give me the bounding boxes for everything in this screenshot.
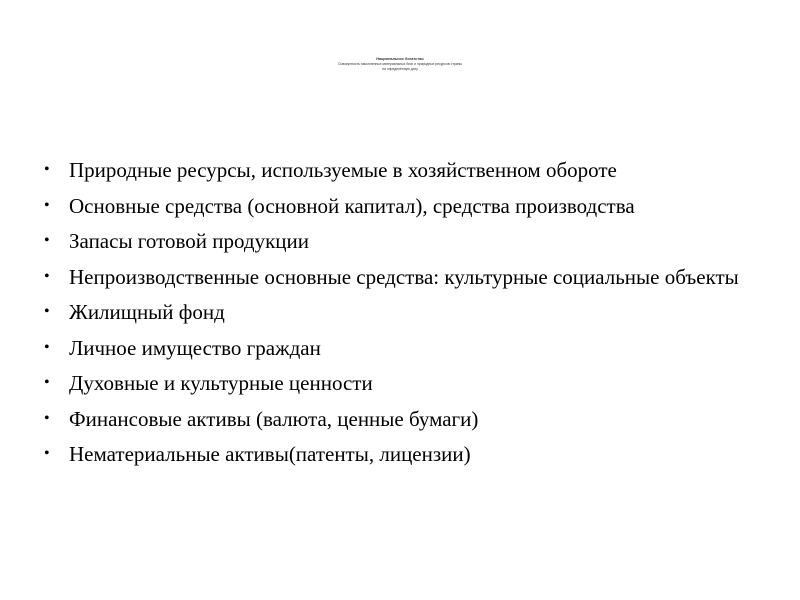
list-item-text: Нематериальные активы(патенты, лицензии) — [69, 442, 471, 466]
bullet-icon: • — [44, 267, 50, 285]
bullet-icon: • — [44, 161, 50, 178]
bullet-list — [44, 155, 764, 475]
list-item — [44, 226, 764, 256]
slide-title-line: на определённую дату — [382, 67, 418, 71]
list-item-text: Непроизводственные основные средства: культурные социальные объекты — [69, 264, 739, 289]
list-item-text: Финансовые активы (валюта, ценные бумаги) — [69, 406, 479, 431]
bullet-icon: • — [44, 409, 50, 427]
bullet-icon: • — [44, 445, 50, 462]
list-item-text: Духовные и культурные ценности — [69, 371, 373, 395]
bullet-icon: • — [44, 338, 50, 356]
list-item — [44, 368, 764, 398]
list-item-text: Запасы готовой продукции — [69, 229, 310, 253]
bullet-icon: • — [44, 303, 50, 320]
list-item — [44, 439, 764, 469]
slide-title — [300, 57, 500, 72]
list-item-text: Природные ресурсы, используемые в хозяйственном обороте — [69, 158, 617, 182]
bullet-icon: • — [44, 232, 50, 249]
list-item — [44, 262, 764, 292]
slide-title-line: Национальное богатство — [376, 57, 424, 61]
list-item — [44, 297, 764, 327]
slide-title-line: Совокупность накопленных материальных благ и природных ресурсов страны — [338, 62, 462, 66]
list-item — [44, 333, 764, 363]
list-item — [44, 155, 764, 185]
list-item — [44, 404, 764, 434]
list-item-text: Личное имущество граждан — [69, 335, 321, 360]
list-item — [44, 191, 764, 221]
list-item-text: Основные средства (основной капитал), средства производства — [69, 193, 635, 218]
bullet-icon: • — [44, 196, 50, 214]
list-item-text: Жилищный фонд — [69, 300, 225, 324]
bullet-icon: • — [44, 374, 50, 391]
